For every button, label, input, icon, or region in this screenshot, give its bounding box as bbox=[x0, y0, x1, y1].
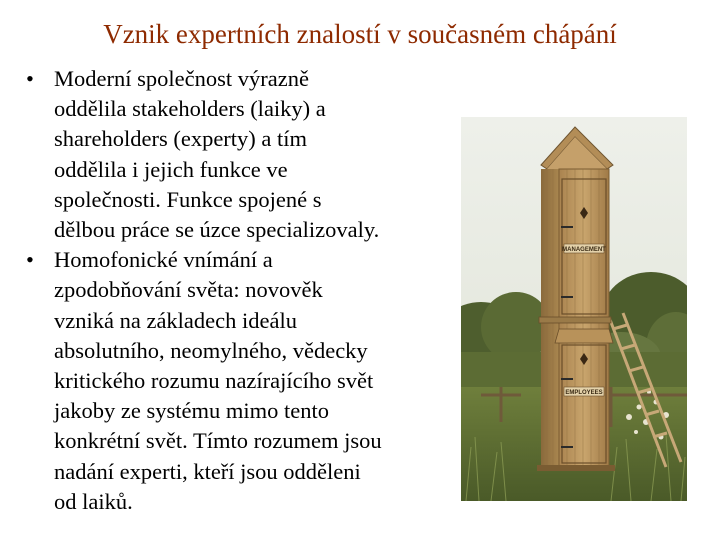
bullet-dot-icon: • bbox=[26, 247, 34, 273]
bullet-item bbox=[26, 245, 466, 517]
bullet-item bbox=[26, 64, 466, 245]
lower-door-sign: EMPLOYEES bbox=[565, 390, 603, 396]
bullet-text: Moderní společnost výrazně oddělila stakeholders (laiky) a shareholders (experty) a tím oddělila i jejich funkce ve společnosti. Funkce spojené s dělbou práce se úzce specializovaly. bbox=[54, 66, 380, 243]
outhouse-tower bbox=[537, 127, 615, 471]
bullet-text: Homofonické vnímání a zpodobňování světa: novověk vzniká na základech ideálu absolutního, neomylného, vědecky kritického rozumu nazírajícího svět jakoby ze systému mimo tento konkrétní svět. Tímto rozumem jsou nadání experti, kteří jsou odděleni od laiků. bbox=[54, 247, 382, 514]
upper-door-sign: MANAGEMENT bbox=[562, 247, 606, 253]
outhouse-illustration bbox=[461, 117, 687, 501]
bullet-list bbox=[26, 64, 466, 517]
outhouse-photo bbox=[461, 117, 687, 501]
bullet-dot-icon: • bbox=[26, 66, 34, 91]
slide-title: Vznik expertních znalostí v současném chápání bbox=[103, 19, 617, 49]
